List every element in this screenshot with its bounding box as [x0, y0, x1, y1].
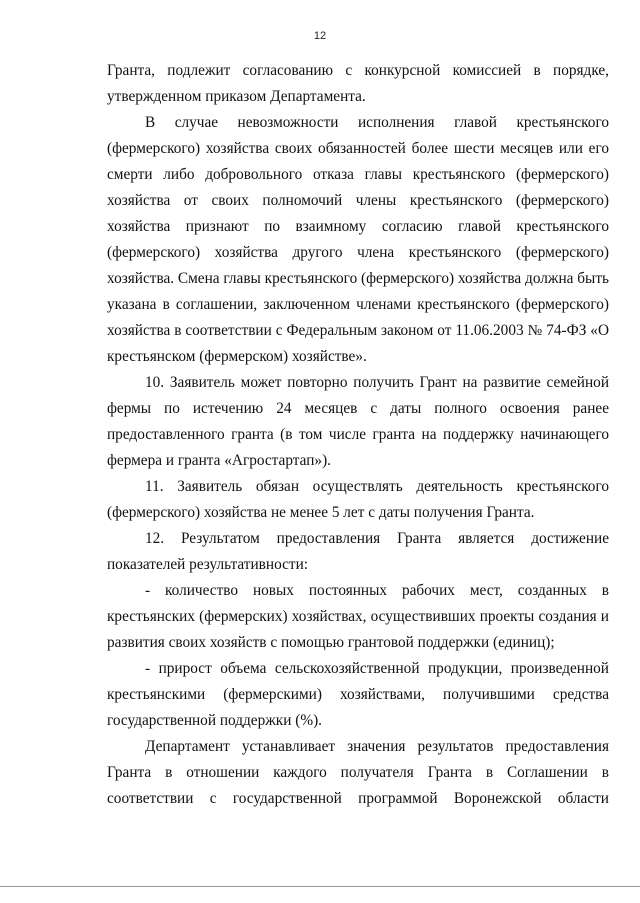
page-bottom-edge [0, 886, 640, 887]
text-line: фермера и гранта «Агростартап»). [107, 452, 332, 469]
text-line: крестьянскими (фермерскими) хозяйствами, получившими средства [107, 686, 609, 703]
text-line: - количество новых постоянных рабочих мест, созданных в [145, 582, 609, 599]
text-line: указана в соглашении, заключенном членами крестьянского (фермерского) [107, 296, 609, 313]
text-line: 12. Результатом предоставления Гранта является достижение [145, 530, 609, 547]
text-line: (фермерского) хозяйства другого члена крестьянского (фермерского) [107, 244, 609, 261]
text-line: фермы по истечению 24 месяцев с даты полного освоения ранее [107, 400, 609, 417]
page-number: 12 [313, 30, 327, 42]
text-line: хозяйства. Смена главы крестьянского (фермерского) хозяйства должна быть [107, 270, 609, 287]
text-line: 11. Заявитель обязан осуществлять деятельность крестьянского [145, 478, 609, 495]
text-line: В случае невозможности исполнения главой крестьянского [145, 114, 609, 131]
text-line: (фермерского) хозяйства своих обязанностей более шести месяцев или его [107, 140, 609, 157]
text-line: хозяйства от своих полномочий члены крестьянского (фермерского) [107, 192, 609, 209]
text-line: крестьянском (фермерском) хозяйстве». [107, 348, 367, 365]
text-line: предоставленного гранта (в том числе гранта на поддержку начинающего [107, 426, 609, 443]
text-line: крестьянских (фермерских) хозяйствах, осуществивших проекты создания и [107, 608, 609, 625]
text-line: хозяйства в соответствии с Федеральным законом от 11.06.2003 № 74-ФЗ «О [107, 322, 609, 339]
text-line: 10. Заявитель может повторно получить Грант на развитие семейной [145, 374, 609, 391]
text-line: хозяйства признают по взаимному согласию главой крестьянского [107, 218, 609, 235]
text-line: соответствии с государственной программой Воронежской области [107, 790, 609, 807]
text-line: (фермерского) хозяйства не менее 5 лет с даты получения Гранта. [107, 504, 535, 521]
text-line: - прирост объема сельскохозяйственной продукции, произведенной [145, 660, 609, 677]
text-line: государственной поддержки (%). [107, 712, 323, 729]
text-line: утвержденном приказом Департамента. [107, 88, 366, 105]
text-line: развития своих хозяйств с помощью грантовой поддержки (единиц); [107, 634, 555, 651]
text-line: Департамент устанавливает значения результатов предоставления [145, 738, 609, 755]
text-line: показателей результативности: [107, 556, 309, 573]
text-line: Гранта в отношении каждого получателя Гранта в Соглашении в [107, 764, 609, 781]
text-line: смерти либо добровольного отказа главы крестьянского (фермерского) [107, 166, 609, 183]
text-line: Гранта, подлежит согласованию с конкурсной комиссией в порядке, [107, 62, 609, 79]
